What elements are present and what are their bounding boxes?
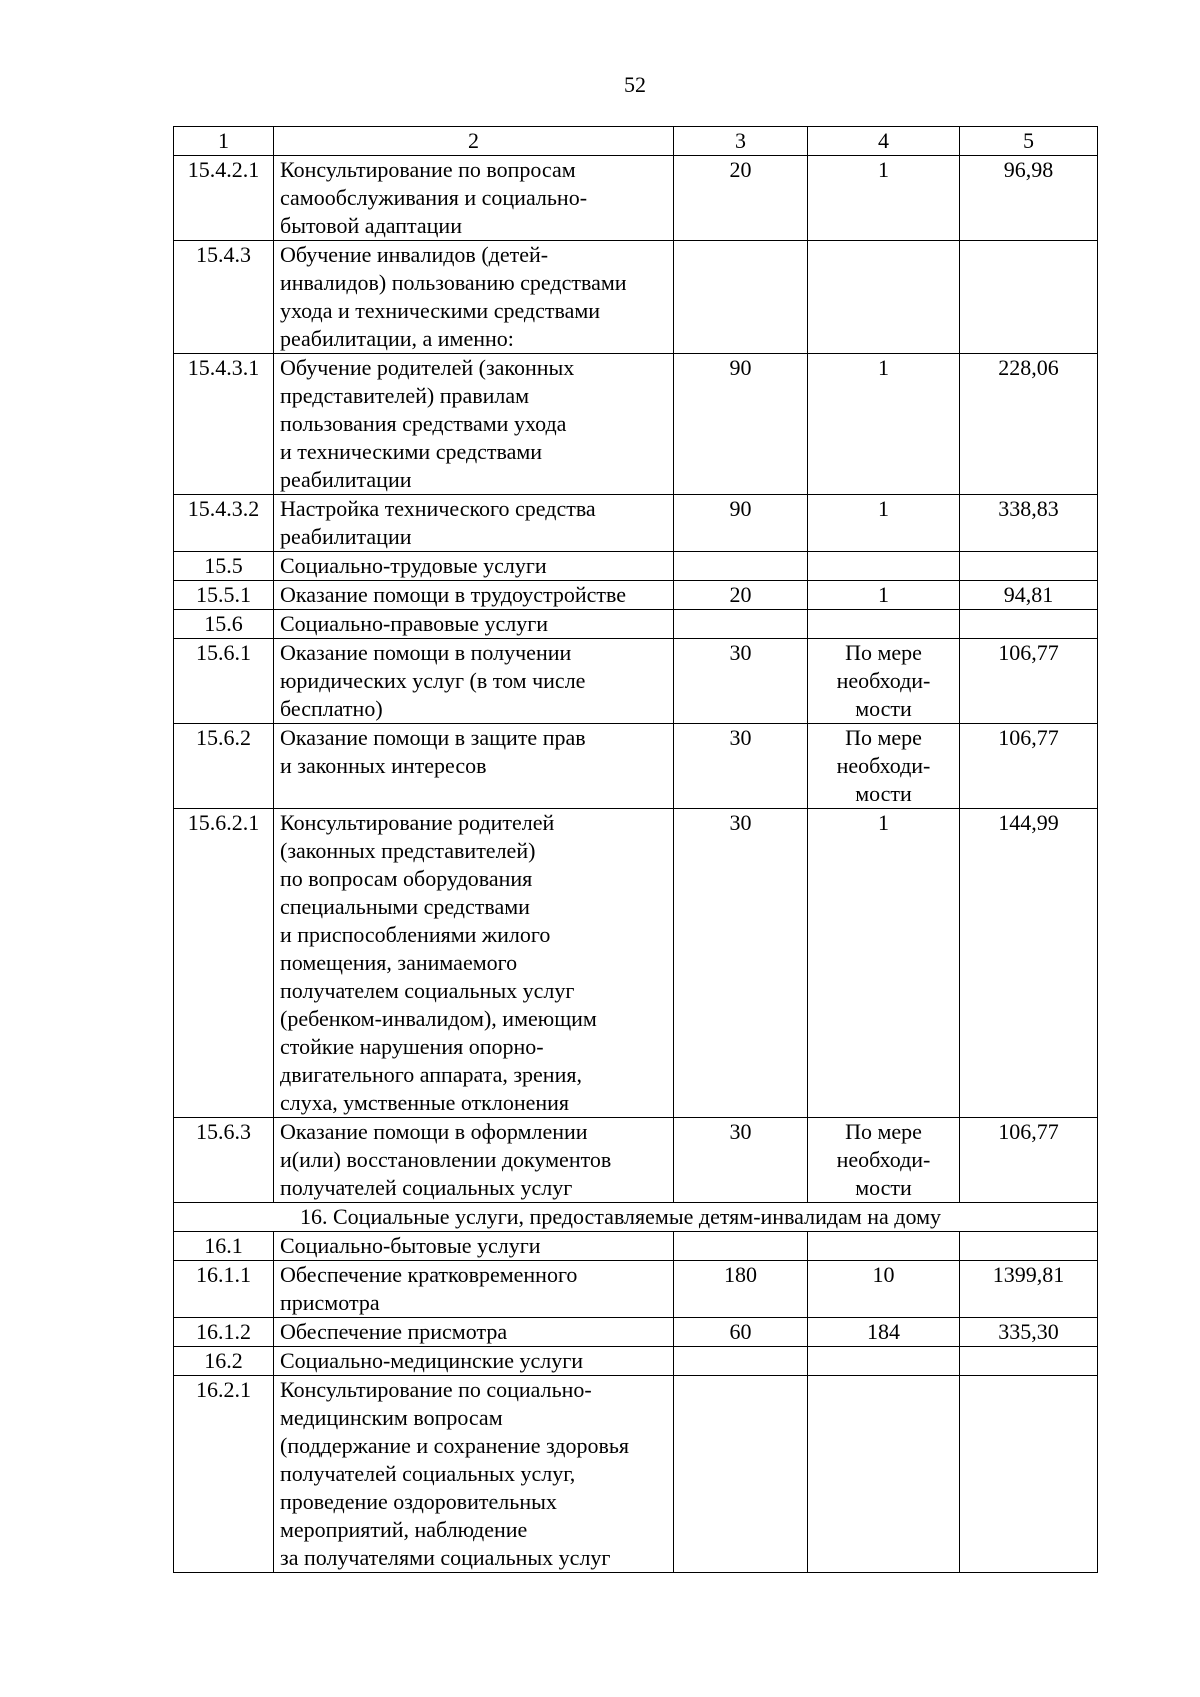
service-name-line: получателем социальных услуг [280,978,575,1003]
frequency-value [808,581,960,610]
item-code: 16.1 [174,1232,274,1261]
service-name-line: присмотра [280,1290,380,1315]
frequency-line: 10 [872,1262,895,1287]
service-name-line: за получателями социальных услуг [280,1545,611,1570]
service-name-line: Консультирование по вопросам [280,157,576,182]
service-name-line: представителей) правилам [280,383,530,408]
service-name-line: самообслуживания и социально- [280,185,588,210]
item-code: 15.6.1 [174,639,274,724]
service-name-line: Социально-медицинские услуги [280,1348,584,1373]
frequency-line: По мере [845,725,922,750]
service-name-line: Обеспечение присмотра [280,1319,508,1344]
service-name-line: бесплатно) [280,696,383,721]
tariff-value: 96,98 [960,156,1098,241]
service-name-line: мероприятий, наблюдение [280,1517,528,1542]
item-code: 15.5.1 [174,581,274,610]
item-code: 15.5 [174,552,274,581]
frequency-value [808,1232,960,1261]
service-name-line: Социально-правовые услуги [280,611,549,636]
service-name-line: (поддержание и сохранение здоровья [280,1433,630,1458]
duration-value [674,552,808,581]
header-cell-4: 4 [808,127,960,156]
frequency-line: 1 [878,582,889,607]
frequency-value [808,639,960,724]
duration-value: 60 [674,1318,808,1347]
tariff-value [960,1347,1098,1376]
duration-value: 180 [674,1261,808,1318]
tariff-value [960,610,1098,639]
service-name [274,610,674,639]
service-name-line: Обеспечение кратковременного [280,1262,578,1287]
table-row [174,581,1098,610]
frequency-value [808,1318,960,1347]
tariff-value [960,241,1098,354]
service-name-line: медицинским вопросам [280,1405,503,1430]
item-code: 15.6.2.1 [174,809,274,1118]
service-name-line: юридических услуг (в том числе [280,668,586,693]
frequency-line: По мере [845,1119,922,1144]
table-row [174,241,1098,354]
service-name-line: и законных интересов [280,753,487,778]
service-name [274,1232,674,1261]
service-name-line: (ребенком-инвалидом), имеющим [280,1006,597,1031]
frequency-value [808,809,960,1118]
service-name-line: Оказание помощи в получении [280,640,572,665]
tariff-value: 106,77 [960,724,1098,809]
tariff-value: 338,83 [960,495,1098,552]
table-row [174,610,1098,639]
service-name-line: Социально-бытовые услуги [280,1233,541,1258]
table-row [174,156,1098,241]
service-name-line: и приспособлениями жилого [280,922,551,947]
item-code: 15.4.3 [174,241,274,354]
frequency-value [808,241,960,354]
duration-value: 30 [674,809,808,1118]
frequency-value [808,610,960,639]
service-name [274,1318,674,1347]
service-name-line: Обучение родителей (законных [280,355,575,380]
service-name [274,809,674,1118]
service-name [274,1261,674,1318]
tariff-value: 228,06 [960,354,1098,495]
item-code: 16.1.1 [174,1261,274,1318]
tariff-value [960,552,1098,581]
service-name [274,495,674,552]
frequency-line: необходи- [836,668,931,693]
service-name [274,1376,674,1573]
table-row [174,724,1098,809]
section-header-row [174,1203,1098,1232]
frequency-line: 1 [878,496,889,521]
item-code: 15.6 [174,610,274,639]
table-row [174,1232,1098,1261]
table-row [174,354,1098,495]
table-row [174,1261,1098,1318]
table-row [174,1318,1098,1347]
service-name [274,639,674,724]
table-body [174,127,1098,1573]
header-cell-2: 2 [274,127,674,156]
frequency-value [808,1376,960,1573]
service-name-line: Социально-трудовые услуги [280,553,547,578]
item-code: 15.6.2 [174,724,274,809]
service-name [274,1347,674,1376]
header-cell-5: 5 [960,127,1098,156]
service-name-line: двигательного аппарата, зрения, [280,1062,582,1087]
frequency-line: 1 [878,810,889,835]
duration-value [674,610,808,639]
service-name-line: и(или) восстановлении документов [280,1147,612,1172]
table-row [174,1376,1098,1573]
service-name-line: Консультирование по социально- [280,1377,592,1402]
service-name-line: (законных представителей) [280,838,536,863]
table-row [174,809,1098,1118]
frequency-line: необходи- [836,1147,931,1172]
service-name-line: получателей социальных услуг [280,1175,573,1200]
frequency-line: мости [855,696,912,721]
frequency-value [808,156,960,241]
item-code: 15.4.3.1 [174,354,274,495]
service-name-line: реабилитации [280,467,412,492]
service-name-line: пользования средствами ухода [280,411,567,436]
frequency-value [808,552,960,581]
service-name [274,354,674,495]
duration-value: 90 [674,495,808,552]
service-name-line: помещения, занимаемого [280,950,518,975]
service-name [274,552,674,581]
duration-value: 20 [674,581,808,610]
service-name-line: Оказание помощи в оформлении [280,1119,588,1144]
table-row [174,552,1098,581]
service-name-line: Настройка технического средства [280,496,596,521]
service-name-line: специальными средствами [280,894,530,919]
service-name-line: Оказание помощи в защите прав [280,725,586,750]
service-name-line: по вопросам оборудования [280,866,533,891]
duration-value: 30 [674,1118,808,1203]
service-name-line: стойкие нарушения опорно- [280,1034,544,1059]
frequency-value [808,1347,960,1376]
item-code: 16.2.1 [174,1376,274,1573]
frequency-value [808,354,960,495]
item-code: 15.4.3.2 [174,495,274,552]
frequency-line: По мере [845,640,922,665]
tariff-value: 106,77 [960,639,1098,724]
duration-value: 30 [674,639,808,724]
frequency-line: необходи- [836,753,931,778]
header-cell-3: 3 [674,127,808,156]
table-row [174,495,1098,552]
duration-value: 90 [674,354,808,495]
service-name-line: бытовой адаптации [280,213,462,238]
service-name-line: реабилитации [280,524,412,549]
service-name [274,581,674,610]
service-name [274,241,674,354]
service-name-line: реабилитации, а именно: [280,326,514,351]
service-name-line: Обучение инвалидов (детей- [280,242,549,267]
table-row [174,1118,1098,1203]
services-table [173,126,1098,1573]
tariff-value: 106,77 [960,1118,1098,1203]
duration-value: 30 [674,724,808,809]
item-code: 15.4.2.1 [174,156,274,241]
table-row [174,639,1098,724]
service-name-line: ухода и техническими средствами [280,298,601,323]
frequency-value [808,1261,960,1318]
service-name-line: и техническими средствами [280,439,543,464]
frequency-line: 1 [878,157,889,182]
item-code: 15.6.3 [174,1118,274,1203]
section-title-text: 16. Социальные услуги, предоставляемые детям-инвалидам на дому [300,1204,941,1229]
service-name-line: слуха, умственные отклонения [280,1090,570,1115]
tariff-value: 335,30 [960,1318,1098,1347]
duration-value [674,1376,808,1573]
duration-value [674,241,808,354]
item-code: 16.1.2 [174,1318,274,1347]
frequency-value [808,495,960,552]
service-name-line: Оказание помощи в трудоустройстве [280,582,627,607]
item-code: 16.2 [174,1347,274,1376]
duration-value: 20 [674,156,808,241]
service-name [274,1118,674,1203]
tariff-value: 94,81 [960,581,1098,610]
service-name-line: проведение оздоровительных [280,1489,557,1514]
tariff-value: 144,99 [960,809,1098,1118]
tariff-value [960,1232,1098,1261]
table-row [174,1347,1098,1376]
frequency-value [808,724,960,809]
service-name-line: Консультирование родителей [280,810,555,835]
frequency-line: мости [855,781,912,806]
tariff-value [960,1376,1098,1573]
service-name [274,156,674,241]
frequency-line: 184 [867,1319,900,1344]
header-cell-1: 1 [174,127,274,156]
section-title [174,1203,1098,1232]
tariff-value: 1399,81 [960,1261,1098,1318]
page-number: 52 [624,72,646,97]
frequency-value [808,1118,960,1203]
duration-value [674,1232,808,1261]
frequency-line: мости [855,1175,912,1200]
service-name [274,724,674,809]
duration-value [674,1347,808,1376]
frequency-line: 1 [878,355,889,380]
service-name-line: инвалидов) пользованию средствами [280,270,627,295]
service-name-line: получателей социальных услуг, [280,1461,576,1486]
table-header-row [174,127,1098,156]
